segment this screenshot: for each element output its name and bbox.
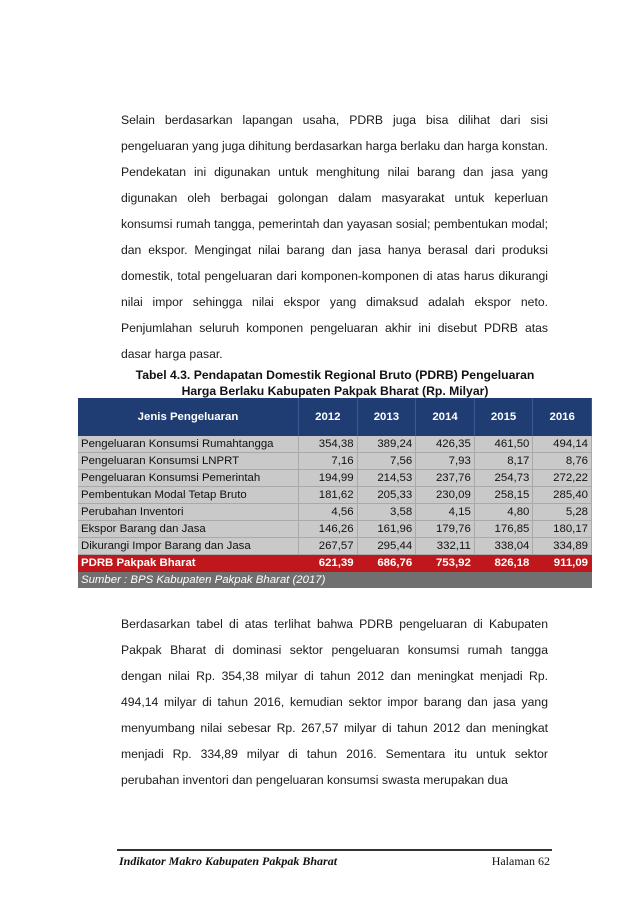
- cell-value: 461,50: [474, 436, 533, 453]
- total-value: 686,76: [357, 555, 416, 572]
- cell-value: 5,28: [533, 504, 592, 521]
- cell-value: 4,80: [474, 504, 533, 521]
- row-label: Pengeluaran Konsumsi Rumahtangga: [78, 436, 299, 453]
- cell-value: 146,26: [299, 521, 358, 538]
- cell-value: 389,24: [357, 436, 416, 453]
- cell-value: 8,17: [474, 453, 533, 470]
- cell-value: 176,85: [474, 521, 533, 538]
- table-caption-line-1: Tabel 4.3. Pendapatan Domestik Regional Bruto (PDRB) Pengeluaran: [135, 368, 535, 382]
- table-caption-line-2: Harga Berlaku Kabupaten Pakpak Bharat (Rp. Milyar): [181, 384, 489, 398]
- row-label: Perubahan Inventori: [78, 504, 299, 521]
- cell-value: 4,15: [416, 504, 475, 521]
- cell-value: 214,53: [357, 470, 416, 487]
- header-2012: 2012: [299, 398, 358, 436]
- header-jenis-pengeluaran: Jenis Pengeluaran: [78, 398, 299, 436]
- row-label: Pengeluaran Konsumsi Pemerintah: [78, 470, 299, 487]
- header-2014: 2014: [416, 398, 475, 436]
- header-2015: 2015: [474, 398, 533, 436]
- page-number: Halaman 62: [491, 854, 550, 868]
- table-row: [78, 504, 592, 521]
- cell-value: 272,22: [533, 470, 592, 487]
- footer-divider: [117, 849, 552, 851]
- total-value: 911,09: [533, 555, 592, 572]
- cell-value: 3,58: [357, 504, 416, 521]
- cell-value: 258,15: [474, 487, 533, 504]
- cell-value: 254,73: [474, 470, 533, 487]
- total-value: 753,92: [416, 555, 475, 572]
- total-row: [78, 555, 592, 572]
- cell-value: 285,40: [533, 487, 592, 504]
- cell-value: 161,96: [357, 521, 416, 538]
- analysis-paragraph: Berdasarkan tabel di atas terlihat bahwa PDRB pengeluaran di Kabupaten Pakpak Bharat di dominasi sektor pengeluaran konsumsi rumah tangga dengan nilai Rp. 354,38 milyar di tahun 2012 dan meningkat menjadi Rp. 494,14 milyar di tahun 2016, kemudian sektor impor barang dan jasa yang menyumbang nilai sebesar Rp. 267,57 milyar di tahun 2012 dan meningkat menjadi Rp. 334,89 milyar di tahun 2016. Sementara itu untuk sektor perubahan inventori dan pengeluaran konsumsi swasta merupakan dua: [121, 617, 548, 787]
- table-row: [78, 436, 592, 453]
- table-row: [78, 538, 592, 555]
- table-row: [78, 487, 592, 504]
- header-2013: 2013: [357, 398, 416, 436]
- cell-value: 237,76: [416, 470, 475, 487]
- header-2016: 2016: [533, 398, 592, 436]
- table-row: [78, 470, 592, 487]
- cell-value: 426,35: [416, 436, 475, 453]
- cell-value: 205,33: [357, 487, 416, 504]
- cell-value: 295,44: [357, 538, 416, 555]
- table-caption: [100, 367, 570, 399]
- cell-value: 7,56: [357, 453, 416, 470]
- cell-value: 180,17: [533, 521, 592, 538]
- cell-value: 181,62: [299, 487, 358, 504]
- table-row: [78, 521, 592, 538]
- cell-value: 338,04: [474, 538, 533, 555]
- cell-value: 334,89: [533, 538, 592, 555]
- table-row: [78, 453, 592, 470]
- table-source: Sumber : BPS Kabupaten Pakpak Bharat (2017): [78, 572, 592, 589]
- cell-value: 8,76: [533, 453, 592, 470]
- cell-value: 179,76: [416, 521, 475, 538]
- footer-title: Indikator Makro Kabupaten Pakpak Bharat: [119, 854, 338, 868]
- row-label: Pengeluaran Konsumsi LNPRT: [78, 453, 299, 470]
- row-label: Dikurangi Impor Barang dan Jasa: [78, 538, 299, 555]
- total-value: 621,39: [299, 555, 358, 572]
- row-label: Pembentukan Modal Tetap Bruto: [78, 487, 299, 504]
- cell-value: 332,11: [416, 538, 475, 555]
- table-header-row: [78, 398, 592, 436]
- pdrb-table: [78, 398, 592, 588]
- cell-value: 194,99: [299, 470, 358, 487]
- cell-value: 354,38: [299, 436, 358, 453]
- intro-paragraph: Selain berdasarkan lapangan usaha, PDRB juga bisa dilihat dari sisi pengeluaran yang juga dihitung berdasarkan harga berlaku dan harga konstan. Pendekatan ini digunakan untuk menghitung nilai barang dan jasa yang digunakan oleh berbagai golongan dalam masyarakat untuk keperluan konsumsi rumah tangga, pemerintah dan yayasan sosial; pembentukan modal; dan ekspor. Mengingat nilai barang dan jasa hanya berasal dari produksi domestik, total pengeluaran dari komponen-komponen di atas harus dikurangi nilai impor sehingga nilai ekspor yang dimaksud adalah ekspor neto. Penjumlahan seluruh komponen pengeluaran akhir ini disebut PDRB atas dasar harga pasar.: [121, 113, 548, 361]
- cell-value: 7,16: [299, 453, 358, 470]
- source-row: [78, 572, 592, 589]
- total-value: 826,18: [474, 555, 533, 572]
- cell-value: 494,14: [533, 436, 592, 453]
- cell-value: 267,57: [299, 538, 358, 555]
- total-label: PDRB Pakpak Bharat: [78, 555, 299, 572]
- cell-value: 4,56: [299, 504, 358, 521]
- cell-value: 230,09: [416, 487, 475, 504]
- row-label: Ekspor Barang dan Jasa: [78, 521, 299, 538]
- cell-value: 7,93: [416, 453, 475, 470]
